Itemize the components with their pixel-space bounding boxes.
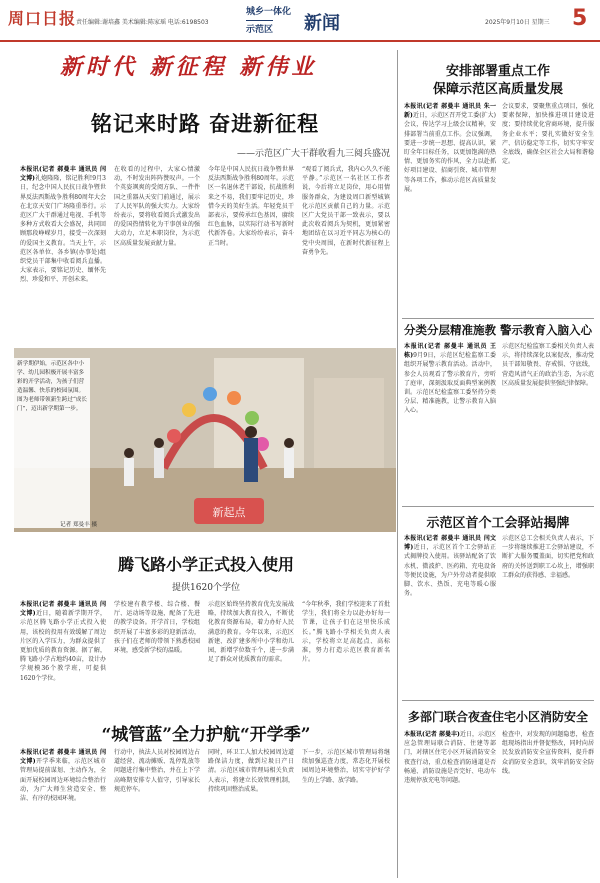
photo-caption: 新学期伊始，示范区各中小学、幼儿园积极开展丰富多彩的开学活动，为孩子们营造温馨、快乐的校园氛围。图为老师带领新生跨过“成长门”，迈出新学期第一步。 — [14, 358, 90, 528]
right-story1-column-1 — [404, 102, 496, 314]
main-col2-text: 在收看的过程中，大家心情激动，不时发出阵阵赞叹声。一个个英姿飒爽的受阅方队、一件件国之重器从天安门前通过，展示了人民军队的强大实力。大家纷纷表示，要将收看阅兵式激发出的爱国热情转化为干事创业的强大动力，立足本职岗位，为示范区高质量发展贡献力量。 — [114, 166, 200, 247]
article2-column-4 — [302, 600, 390, 710]
right-story3-byline: 本报讯(记者 郝曼丰 通讯员 闫文博) — [404, 535, 496, 552]
article3-column-4 — [302, 748, 390, 876]
right-story4-column-2 — [502, 730, 594, 876]
main-article-subtitle: ——示范区广大干群收看九三阅兵盛况 — [236, 149, 390, 159]
r2-col2-text: 示范区纪检监察工委相关负责人表示，将持续深化以案促改，推动党员干部知敬畏、存戒惧、守底线，营造风清气正的政治生态，为示范区高质量发展提供坚强纪律保障。 — [502, 343, 594, 387]
main-article-column-4 — [302, 165, 390, 335]
main-col1-text: 礼炮隆隆，铭记胜利!9月3日，纪念中国人民抗日战争暨世界反法西斯战争胜利80周年大会在北京天安门广场隆重举行。示范区广大干群通过电视、手机等多种方式收看大会盛况，共同回顾那段峥嵘岁月，接受一次深刻的爱国主义教育。当天上午，示范区各单位、各乡镇(办事处)组织党员干部集中收看阅兵直播。大家表示，要铭记历史、缅怀先烈、珍爱和平、开创未来。 — [20, 175, 106, 284]
right-story2-byline: 本报讯(记者 郝曼丰 通讯员 王栋) — [404, 343, 496, 360]
r4-col1-text: 近日，示范区应急管理局联合消防、住建等部门，对辖区住宅小区开展消防安全夜查行动，重点检查消防通道是否畅通、消防设施是否完好、电动车违规停放充电等问题。 — [404, 731, 496, 785]
article2-subtitle: 提供1620个学位 — [172, 583, 240, 593]
a3-col1-text: 开学季来临，示范区城市管理局提前谋划、主动作为，全面开展校园周边环境综合整治行动，为广大师生营造安全、整洁、有序的校园环境。 — [20, 758, 106, 803]
a2-col1-text: 近日，随着新学期开学，示范区腾飞路小学正式投入使用，该校的投用有效缓解了周边片区的入学压力，为群众提供了更加优质的教育资源。据了解，腾飞路小学占地约40亩，设计办学规模36个教学班，可提供1620个学位。 — [20, 610, 106, 682]
section-bottom-label: 示范区 — [246, 20, 273, 35]
article2-column-2 — [114, 600, 200, 710]
section-box — [246, 4, 354, 36]
a3-col3-text: 同时，环卫工人加大校园周边道路保洁力度，做到垃圾日产日清。示范区城市管理局相关负责人表示，将建立长效管理机制，持续巩固整治成果。 — [208, 749, 294, 793]
main-article-column-1 — [20, 165, 106, 335]
issue-date: 2025年9月10日 星期三 — [485, 19, 550, 26]
a2-col2-text: 学校建有教学楼、综合楼、餐厅、运动场等设施，配备了先进的教学设备。开学首日，学校组织开展了丰富多彩的迎新活动，孩子们在老师的带领下熟悉校园环境，感受新学校的温暖。 — [114, 601, 200, 655]
newspaper-logo: 周口日报 — [8, 9, 77, 28]
main-article-column-3 — [208, 165, 294, 335]
right-story1-column-2 — [502, 102, 594, 314]
main-article-byline: 本报讯(记者 郝曼丰 通讯员 闫文博) — [20, 166, 106, 183]
article3-column-1 — [20, 748, 106, 876]
section-top-label: 城乡一体化 — [246, 7, 292, 17]
a3-col4-text: 下一步，示范区城市管理局将继续加强巡查力度，常态化开展校园周边环境整治，切实守护好学生的上学路、放学路。 — [302, 749, 390, 784]
right-story4-title: 多部门联合夜查住宅小区消防安全 — [407, 710, 588, 724]
article2-byline: 本报讯(记者 郝曼丰 通讯员 闫文博) — [20, 601, 106, 618]
right-separator-2 — [402, 506, 594, 507]
page-number: 5 — [572, 6, 588, 31]
column-divider — [397, 50, 398, 878]
right-story4-column-1 — [404, 730, 496, 876]
right-story3-column-2 — [502, 534, 594, 696]
right-story1-title-line1: 安排部署重点工作 — [445, 64, 550, 79]
right-story2-column-2 — [502, 342, 594, 502]
main-col3-text: 今年是中国人民抗日战争暨世界反法西斯战争胜利80周年。示范区一名退休老干部说，抗战胜利来之不易，我们要牢记历史，珍惜今天的美好生活。年轻党员干部表示，要传承红色基因，赓续红色血脉，以实际行动书写新时代新答卷。大家纷纷表示，奋斗正当时。 — [208, 166, 294, 247]
article3-column-3 — [208, 748, 294, 876]
right-separator-1 — [402, 318, 594, 319]
r2-col1-text: 9月9日，示范区纪检监察工委组织开展警示教育活动。活动中，参会人员观看了警示教育片，旁听了庭审，深刻汲取反面典型案例教训。示范区纪检监察工委坚持分类分层、精准施教，让警示教育入脑入心。 — [404, 352, 496, 415]
r1-col2-text: 会议要求，要聚焦重点项目，强化要素保障，加快推进项目建设进度；要持续优化营商环境，提升服务企业水平；要扎实做好安全生产、信访稳定等工作，切实守牢安全底线，确保全区社会大局和谐稳定。 — [502, 103, 594, 166]
right-story2-title: 分类分层精准施教 警示教育入脑入心 — [403, 323, 592, 337]
a3-col2-text: 行动中，执法人员对校园周边占道经营、流动摊贩、乱停乱放等问题进行集中整治，并在上下学高峰期安排专人值守，引导家长规范停车。 — [114, 749, 200, 793]
r3-col2-text: 示范区总工会相关负责人表示，下一步将继续推进工会驿站建设，不断扩大服务覆盖面，切实把党和政府的关怀送到职工心坎上，增强职工群众的获得感、幸福感。 — [502, 535, 594, 579]
r1-col1-text: 近日，示范区召开党工委(扩大)会议，传达学习上级会议精神，安排部署当前重点工作。会议强调，要进一步统一思想、提高认识，紧盯全年目标任务，以更加饱满的热情、更加务实的作风，全力以赴抓好项目建设、招商引资、城市管理等各项工作，推动示范区高质量发展。 — [404, 112, 496, 193]
main-article-column-2 — [114, 165, 200, 335]
article2-column-3 — [208, 600, 294, 710]
r4-col2-text: 检查中，对发现的问题隐患，检查组现场指出并督促整改，同时向居民发放消防安全宣传资料，提升群众消防安全意识，筑牢消防安全防线。 — [502, 731, 594, 775]
article3-title: “城管蓝”全力护航“开学季” — [101, 725, 311, 745]
right-story1-title-line2: 保障示范区高质量发展 — [432, 82, 563, 97]
photo-board-text: 新起点 — [212, 506, 246, 519]
banner-text: 新时代 新征程 新伟业 — [60, 54, 318, 80]
photo-credit: 记者 郑曼丰 摄 — [60, 522, 98, 528]
main-article-title: 铭记来时路 奋进新征程 — [90, 111, 320, 136]
article3-column-2 — [114, 748, 200, 876]
editor-credits: 责任编辑:谢培鑫 美术编辑:陈家瑶 电话:6198503 — [76, 19, 209, 26]
right-story1-byline: 本报讯(记者 郝曼丰 通讯员 朱一新) — [404, 103, 496, 120]
main-col4-text: “观看了阅兵式，我内心久久不能平静。”示范区一名社区工作者说，今后将立足岗位，用心用情服务群众，为建设周口新型城镇化示范区贡献自己的力量。示范区广大党员干部一致表示，要以此次收看阅兵为契机，更加紧密地团结在以习近平同志为核心的党中央周围，在新时代新征程上奋勇争先。 — [302, 166, 390, 256]
a2-col3-text: 示范区始终坚持教育优先发展战略，持续加大教育投入，不断优化教育资源布局，着力办好人民满意的教育。今年以来，示范区新建、改扩建多所中小学和幼儿园，新增学位数千个，进一步满足了群众对优质教育的需求。 — [208, 601, 294, 664]
masthead — [0, 0, 600, 42]
theme-banner — [60, 50, 390, 84]
a2-col4-text: “今年秋季，我们学校迎来了首批学生，我们将全力以赴办好每一节课，让孩子们在这里快乐成长。”腾飞路小学相关负责人表示，学校将立足高起点、高标准，努力打造示范区教育新名片。 — [302, 601, 390, 664]
section-name: 新闻 — [304, 13, 340, 34]
right-story3-column-1 — [404, 534, 496, 696]
article2-title: 腾飞路小学正式投入使用 — [117, 555, 294, 574]
right-story4-byline: 本报讯(记者 郝曼丰) — [404, 731, 460, 738]
article3-byline: 本报讯(记者 郝曼丰 通讯员 闫文博) — [20, 749, 106, 766]
right-story3-title: 示范区首个工会驿站揭牌 — [426, 516, 570, 531]
right-story2-column-1 — [404, 342, 496, 502]
r3-col1-text: 近日，示范区首个工会驿站正式揭牌投入使用。该驿站配备了饮水机、微波炉、医药箱、充电设备等便民设施，为户外劳动者提供歇脚、饮水、热饭、充电等暖心服务。 — [404, 544, 496, 598]
article2-column-1 — [20, 600, 106, 710]
right-separator-3 — [402, 700, 594, 701]
